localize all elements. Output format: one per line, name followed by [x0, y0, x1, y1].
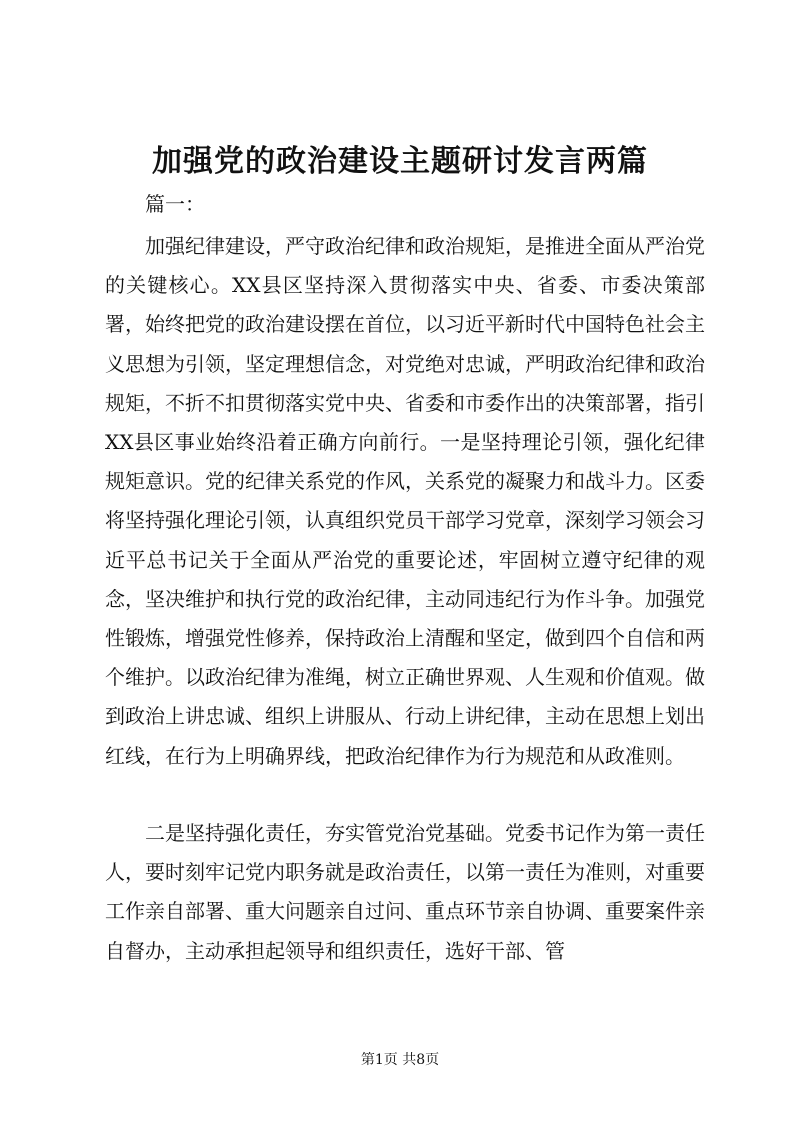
section-heading: 篇一： [145, 192, 205, 216]
body-paragraph-2: 二是坚持强化责任，夯实管党治党基础。党委书记作为第一责任人，要时刻牢记党内职务就是政治责任，以第一责任为准则，对重要工作亲自部署、重大问题亲自过问、重点环节亲自协调、重要案件亲自督办，主动承担起领导和组织责任，选好干部、管 [105, 821, 705, 963]
page-title: 加强党的政治建设主题研讨发言两篇 [152, 144, 648, 179]
body-paragraph-1: 加强纪律建设，严守政治纪律和政治规矩，是推进全面从严治党的关键核心。XX县区坚持深入贯彻落实中央、省委、市委决策部署，始终把党的政治建设摆在首位，以习近平新时代中国特色社会主义思想为引领，坚定理想信念，对党绝对忠诚，严明政治纪律和政治规矩，不折不扣贯彻落实党中央、省委和市委作出的决策部署，指引XX县区事业始终沿着正确方向前行。一是坚持理论引领，强化纪律规矩意识。党的纪律关系党的作风，关系党的凝聚力和战斗力。区委将坚持强化理论引领，认真组织党员干部学习党章，深刻学习领会习近平总书记关于全面从严治党的重要论述，牢固树立遵守纪律的观念，坚决维护和执行党的政治纪律，主动同违纪行为作斗争。加强党性锻炼，增强党性修养，保持政治上清醒和坚定，做到四个自信和两个维护。以政治纪律为准绳，树立正确世界观、人生观和价值观。做到政治上讲忠诚、组织上讲服从、行动上讲纪律，主动在思想上划出红线，在行为上明确界线，把政治纪律作为行为规范和从政准则。 [105, 234, 705, 768]
page-number-footer: 第1页 共8页 [360, 1052, 440, 1068]
